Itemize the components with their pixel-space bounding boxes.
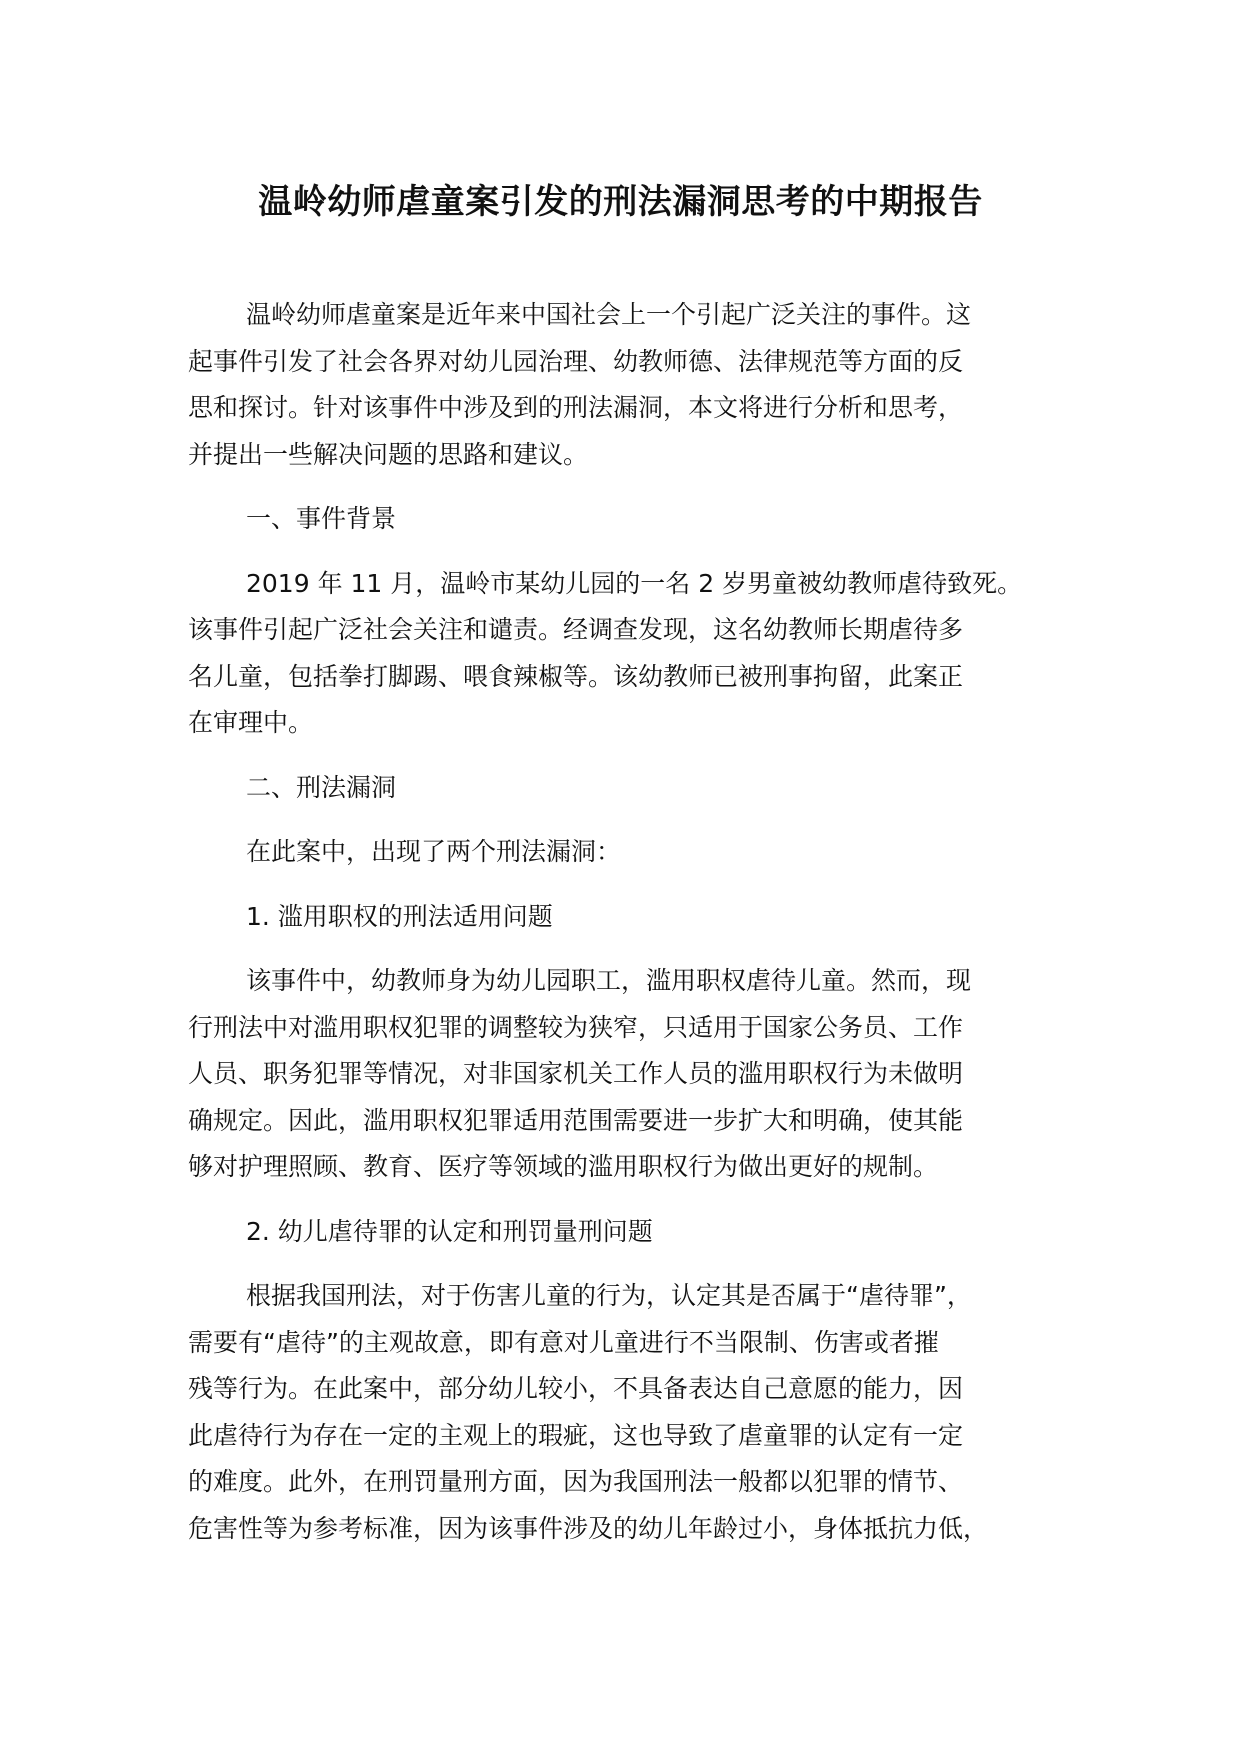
paragraph-line: 名儿童，包括拳打脚踢、喂食辣椒等。该幼教师已被刑事拘留，此案正: [188, 661, 964, 691]
paragraph-child-abuse-crime: [188, 1273, 1068, 1552]
section-heading-loopholes: 二、刑法漏洞: [246, 772, 397, 802]
paragraph-line: 的难度。此外，在刑罚量刑方面，因为我国刑法一般都以犯罪的情节、: [188, 1467, 964, 1496]
paragraph-line: 够对护理照顾、教育、医疗等领域的滥用职权行为做出更好的规制。: [188, 1152, 939, 1181]
paragraph-abuse-of-power: [188, 958, 1068, 1191]
paragraph-line: 行刑法中对滥用职权犯罪的调整较为狭窄，只适用于国家公务员、工作: [188, 1012, 964, 1042]
document-title: 温岭幼师虐童案引发的刑法漏洞思考的中期报告: [258, 182, 983, 222]
section-heading-background: 一、事件背景: [246, 504, 397, 533]
paragraph-line: 危害性等为参考标准，因为该事件涉及的幼儿年龄过小，身体抵抗力低，: [188, 1513, 989, 1543]
paragraph-line: 2019 年 11 月，温岭市某幼儿园的一名 2 岁男童被幼教师虐待致死。: [246, 568, 1023, 598]
paragraph-line: 残等行为。在此案中，部分幼儿较小，不具备表达自己意愿的能力，因: [188, 1374, 964, 1403]
subheading-abuse-of-power: 1. 滥用职权的刑法适用问题: [246, 901, 553, 931]
paragraph-background: [188, 561, 1068, 747]
paragraph-line: 在审理中。: [188, 708, 314, 737]
paragraph-line: 根据我国刑法，对于伤害儿童的行为，认定其是否属于“虐待罪”，: [246, 1281, 972, 1310]
paragraph-line: 该事件引起广泛社会关注和谴责。经调查发现，这名幼教师长期虐待多: [188, 615, 964, 644]
paragraph-loopholes-intro: 在此案中，出现了两个刑法漏洞：: [246, 837, 622, 866]
paragraph-intro: [188, 292, 1068, 478]
paragraph-line: 需要有“虐待”的主观故意，即有意对儿童进行不当限制、伤害或者摧: [188, 1327, 939, 1357]
document-body: [188, 292, 1068, 1570]
subheading-child-abuse-crime: 2. 幼儿虐待罪的认定和刑罚量刑问题: [246, 1216, 653, 1246]
paragraph-line: 确规定。因此，滥用职权犯罪适用范围需要进一步扩大和明确，使其能: [188, 1105, 964, 1135]
paragraph-line: 思和探讨。针对该事件中涉及到的刑法漏洞，本文将进行分析和思考，: [188, 393, 964, 422]
paragraph-line: 温岭幼师虐童案是近年来中国社会上一个引起广泛关注的事件。这: [246, 300, 972, 329]
paragraph-line: 人员、职务犯罪等情况，对非国家机关工作人员的滥用职权行为未做明: [188, 1059, 964, 1088]
paragraph-line: 起事件引发了社会各界对幼儿园治理、幼教师德、法律规范等方面的反: [188, 346, 964, 376]
paragraph-line: 此虐待行为存在一定的主观上的瑕疵，这也导致了虐童罪的认定有一定: [188, 1420, 964, 1450]
paragraph-line: 并提出一些解决问题的思路和建议。: [188, 439, 589, 469]
paragraph-line: 该事件中，幼教师身为幼儿园职工，滥用职权虐待儿童。然而，现: [246, 966, 972, 995]
